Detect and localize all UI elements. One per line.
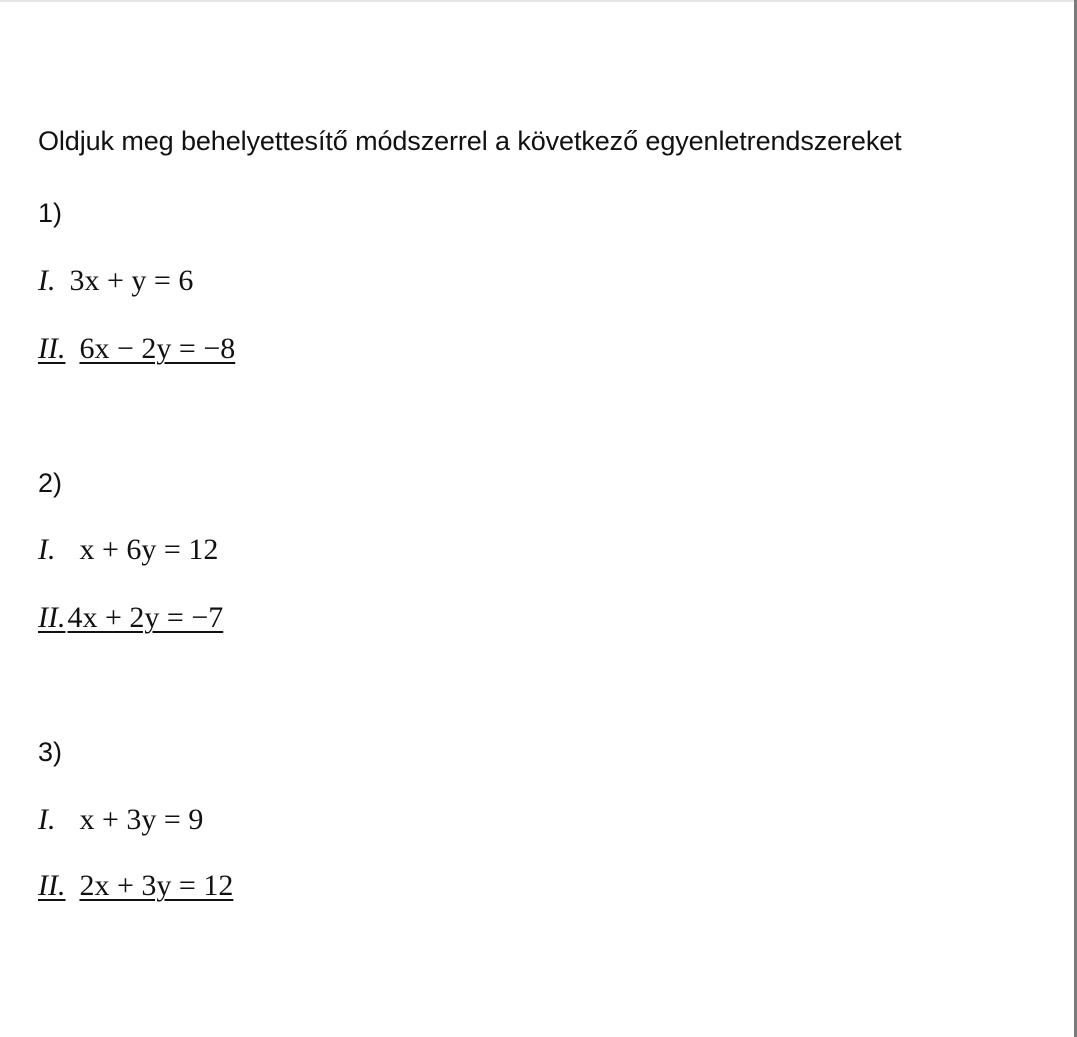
system-1-equation-2 <box>38 332 235 366</box>
equation-label: I. <box>38 533 56 566</box>
system-number-3: 3) <box>38 737 63 767</box>
system-2-equation-2 <box>38 601 223 635</box>
system-number-1: 1) <box>38 198 63 228</box>
equation-expression: 2x + 3y = 12 <box>79 869 234 902</box>
equation-expression: 3x + y = 6 <box>69 264 194 297</box>
equation-label: II. <box>38 601 66 634</box>
page-title: Oldjuk meg behelyettesítő módszerrel a következő egyenletrendszereket <box>38 126 902 156</box>
equation-expression: x + 6y = 12 <box>79 533 219 566</box>
equation-label: I. <box>38 803 56 836</box>
equation-label: II. <box>38 869 66 902</box>
equation-label: II. <box>38 332 66 365</box>
system-number-2: 2) <box>38 468 63 498</box>
equation-expression: 6x − 2y = −8 <box>79 332 236 365</box>
system-1-equation-1 <box>38 264 193 298</box>
equation-expression: 4x + 2y = −7 <box>67 601 224 634</box>
system-3-equation-2 <box>38 869 233 903</box>
system-2-equation-1 <box>38 533 218 567</box>
equation-expression: x + 3y = 9 <box>79 803 204 836</box>
system-3-equation-1 <box>38 803 203 837</box>
equation-label: I. <box>38 264 56 297</box>
